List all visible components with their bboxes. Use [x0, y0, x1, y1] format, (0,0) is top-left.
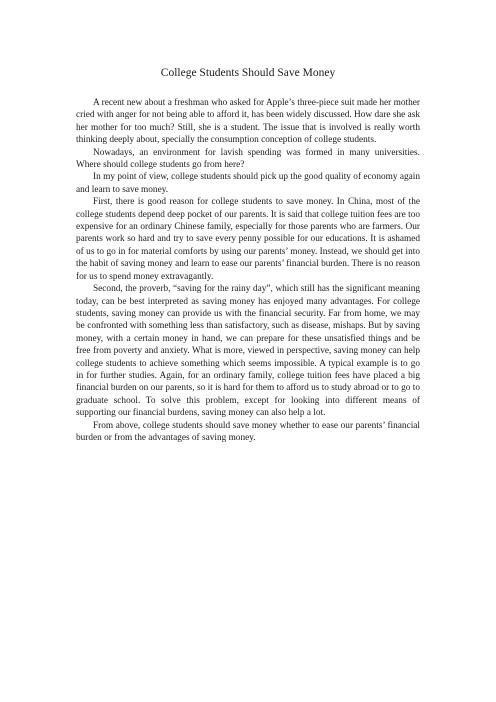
paragraph-first-reason: First, there is good reason for college students to save money. In China, most of the college students depend deep pocket of our parents. It is said that college tuition fees are too expensive for an ordinary Chinese family, especially for those parents who are farmers. Our parents work so hard and try to save every penny possible for our educations. It is ashamed of us to go in for material comforts by using our parents’ money. Instead, we should get into the habit of saving money and learn to ease our parents’ financial burden. There is no reason for us to spend money extravagantly.	[76, 197, 420, 282]
paragraph-question: Nowadays, an environment for lavish spending was formed in many universities. Where should college students go from here?	[76, 147, 420, 171]
paragraph-second-reason: Second, the proverb, “saving for the rainy day”, which still has the significant meaning today, can be best interpreted as saving money has enjoyed many advantages. For college students, saving money can provide us with the financial security. Far from home, we may be confronted with something less than satisfactory, such as disease, mishaps. But by saving money, with a certain money in hand, we can prepare for these unsatisfied things and be free from poverty and anxiety. What is more, viewed in perspective, saving money can help college students to achieve something which seems impossible. A typical example is to go in for further studies. Again, for an ordinary family, college tuition fees have placed a big financial burden on our parents, so it is hard for them to afford us to study abroad or to go to graduate school. To solve this problem, except for looking into different means of supporting our financial burdens, saving money can also help a lot.	[76, 284, 420, 419]
document-body	[76, 97, 420, 444]
paragraph-thesis: In my point of view, college students should pick up the good quality of economy again and learn to save money.	[76, 172, 420, 195]
document-title: College Students Should Save Money	[160, 67, 336, 79]
paragraph-conclusion: From above, college students should save money whether to ease our parents’ financial burden or from the advantages of saving money.	[76, 420, 420, 443]
paragraph-intro: A recent new about a freshman who asked for Apple’s three-piece suit made her mother cried with anger for not being able to afford it, has been widely discussed. How dare she ask her mother for too much? Still, she is a student. The issue that is involved is really worth thinking deeply about, specially the consumption conception of college students.	[76, 98, 420, 146]
